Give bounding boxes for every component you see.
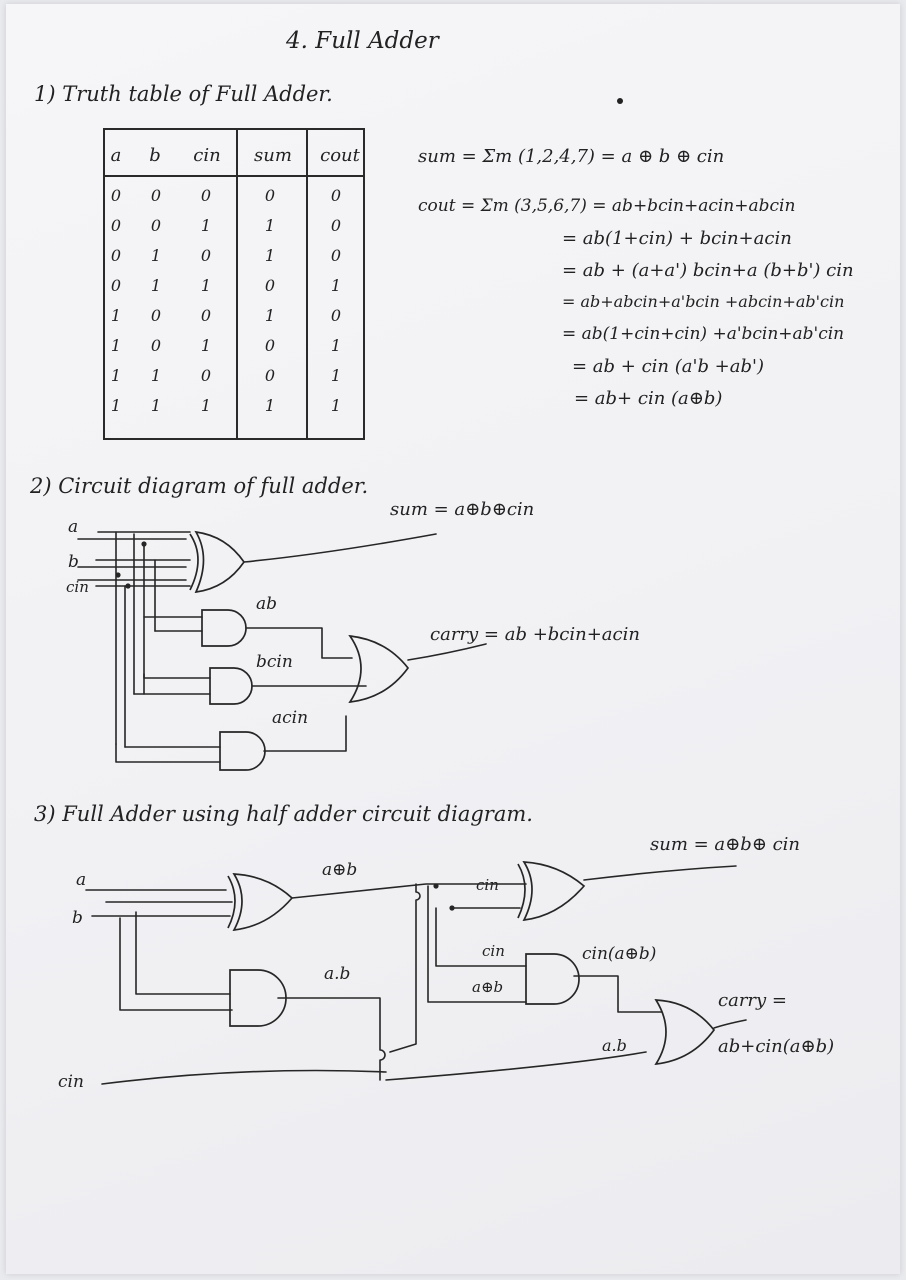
junction-node [141,541,146,546]
cin-label-upper: cin [476,876,499,894]
table-cell: 1 [150,276,162,295]
table-cell: 0 [264,366,276,385]
table-cell: 1 [150,246,162,265]
ha-sum-label: sum = a⊕b⊕ cin [650,834,800,855]
carry2-output-wire [714,1020,746,1028]
ha-carry-expression: ab+cin(a⊕b) [718,1036,835,1057]
ha-input-cin-label: cin [58,1072,84,1092]
table-cell: 1 [264,246,276,265]
table-cell: 0 [330,246,342,265]
table-cell: 0 [264,336,276,355]
table-cell: 0 [264,186,276,205]
table-cell: 0 [200,306,212,325]
half-adder-heading: 3) Full Adder using half adder circuit diagram. [34,802,533,826]
table-cell: 0 [330,216,342,235]
table-cell: 1 [110,366,122,385]
derivation-step: = ab(1+cin+cin) +a'bcin+ab'cin [562,324,845,344]
carry-output-label: carry = ab +bcin+acin [430,624,640,645]
truth-table-heading: 1) Truth table of Full Adder. [34,82,333,106]
table-cell: 0 [150,306,162,325]
xor2-output-wire [584,866,736,880]
table-cell: 0 [330,306,342,325]
table-cell: 1 [150,396,162,415]
table-cell: 1 [200,396,212,415]
table-cell: 1 [264,216,276,235]
table-cell: 0 [330,186,342,205]
table-cell: 1 [150,366,162,385]
or-gate-carry-2 [656,1000,714,1064]
table-cell: 1 [330,276,342,295]
table-cell: 1 [200,336,212,355]
col-header-b: b [149,145,161,166]
half-adder-circuit [86,862,746,1084]
and2-output-wire [574,976,662,1012]
adotb-label-2: a.b [602,1036,627,1055]
sum-equation: sum = Σm (1,2,4,7) = a ⊕ b ⊕ cin [418,146,725,167]
col-header-cout: cout [320,145,360,166]
carry-output-wire [408,644,486,660]
axb-label-2: a⊕b [472,978,504,996]
table-cell: 1 [330,366,342,385]
circuit-heading: 2) Circuit diagram of full adder. [30,474,369,498]
cin-wire [102,1052,646,1084]
and-gate-acin [220,732,265,770]
xor1-output-wire [292,884,526,898]
col-header-sum: sum [254,145,292,166]
adotb-label: a.b [324,964,351,984]
table-cell: 0 [150,216,162,235]
table-cell: 1 [330,336,342,355]
table-cell: 0 [110,216,122,235]
table-cell: 1 [264,306,276,325]
cout-equation: cout = Σm (3,5,6,7) = ab+bcin+acin+abcin [418,196,796,216]
junction-node [433,883,438,888]
bcin-label: bcin [256,652,293,672]
and-gate-bcin [210,668,252,704]
table-cell: 0 [110,276,122,295]
table-cell: 0 [110,186,122,205]
xor-gate [196,532,244,592]
input-rails [96,532,190,586]
axb-label: a⊕b [322,860,358,880]
input-taps [116,532,155,747]
input-b-label: b [68,552,79,572]
derivation-step: = ab+ cin (a⊕b) [574,388,723,409]
ha-input-b-label: b [72,908,83,928]
ha-carry-label: carry = [718,990,787,1011]
junction-node [449,905,454,910]
notebook-page [6,4,900,1274]
junction-node [125,583,130,588]
derivation-step: = ab(1+cin) + bcin+acin [562,228,792,249]
table-cell: 0 [264,276,276,295]
table-cell: 0 [110,246,122,265]
table-cell: 1 [110,396,122,415]
table-cell: 0 [200,366,212,385]
input-a-label: a [68,517,79,537]
ha-stage2-taps [428,886,526,1002]
table-cell: 0 [150,336,162,355]
ab-label: ab [256,594,278,614]
page-title: 4. Full Adder [286,28,439,54]
ha-input-a-label: a [76,870,87,890]
table-cell: 1 [200,276,212,295]
table-cell: 1 [330,396,342,415]
cin-riser [390,884,420,1052]
table-cell: 1 [264,396,276,415]
derivation-step: = ab + cin (a'b +ab') [572,356,764,377]
or-gate-carry [350,636,408,702]
and-output-wires [246,628,366,751]
col-header-a: a [110,145,122,166]
cin-axb-label: cin(a⊕b) [582,944,657,964]
xor-gate [190,534,198,590]
sum-output-wire [244,534,436,562]
derivation-step: = ab + (a+a') bcin+a (b+b') cin [562,260,854,281]
table-cell: 1 [200,216,212,235]
and-input-wires [116,617,220,762]
table-cell: 1 [110,336,122,355]
xor-gate-2 [524,862,584,920]
full-adder-circuit [78,532,486,770]
table-cell: 0 [200,186,212,205]
xor-gate-1 [234,874,292,930]
cin-label-lower: cin [482,942,505,960]
and-gate-2 [526,954,579,1004]
ha-input-rails [86,890,230,916]
table-cell: 0 [150,186,162,205]
table-cell: 0 [200,246,212,265]
derivation-step: = ab+abcin+a'bcin +abcin+ab'cin [562,292,845,311]
input-cin-label: cin [66,578,89,596]
table-cell: 1 [110,306,122,325]
and-gate-ab [202,610,246,646]
xor-gate-2 [518,864,525,918]
junction-node [115,572,120,577]
ha-input-rails [106,902,232,1010]
acin-label: acin [272,708,309,728]
circuit-drawings [6,4,900,1274]
sum-output-label: sum = a⊕b⊕cin [390,499,535,520]
and1-output-wire [278,998,385,1080]
col-header-cin: cin [193,145,221,166]
